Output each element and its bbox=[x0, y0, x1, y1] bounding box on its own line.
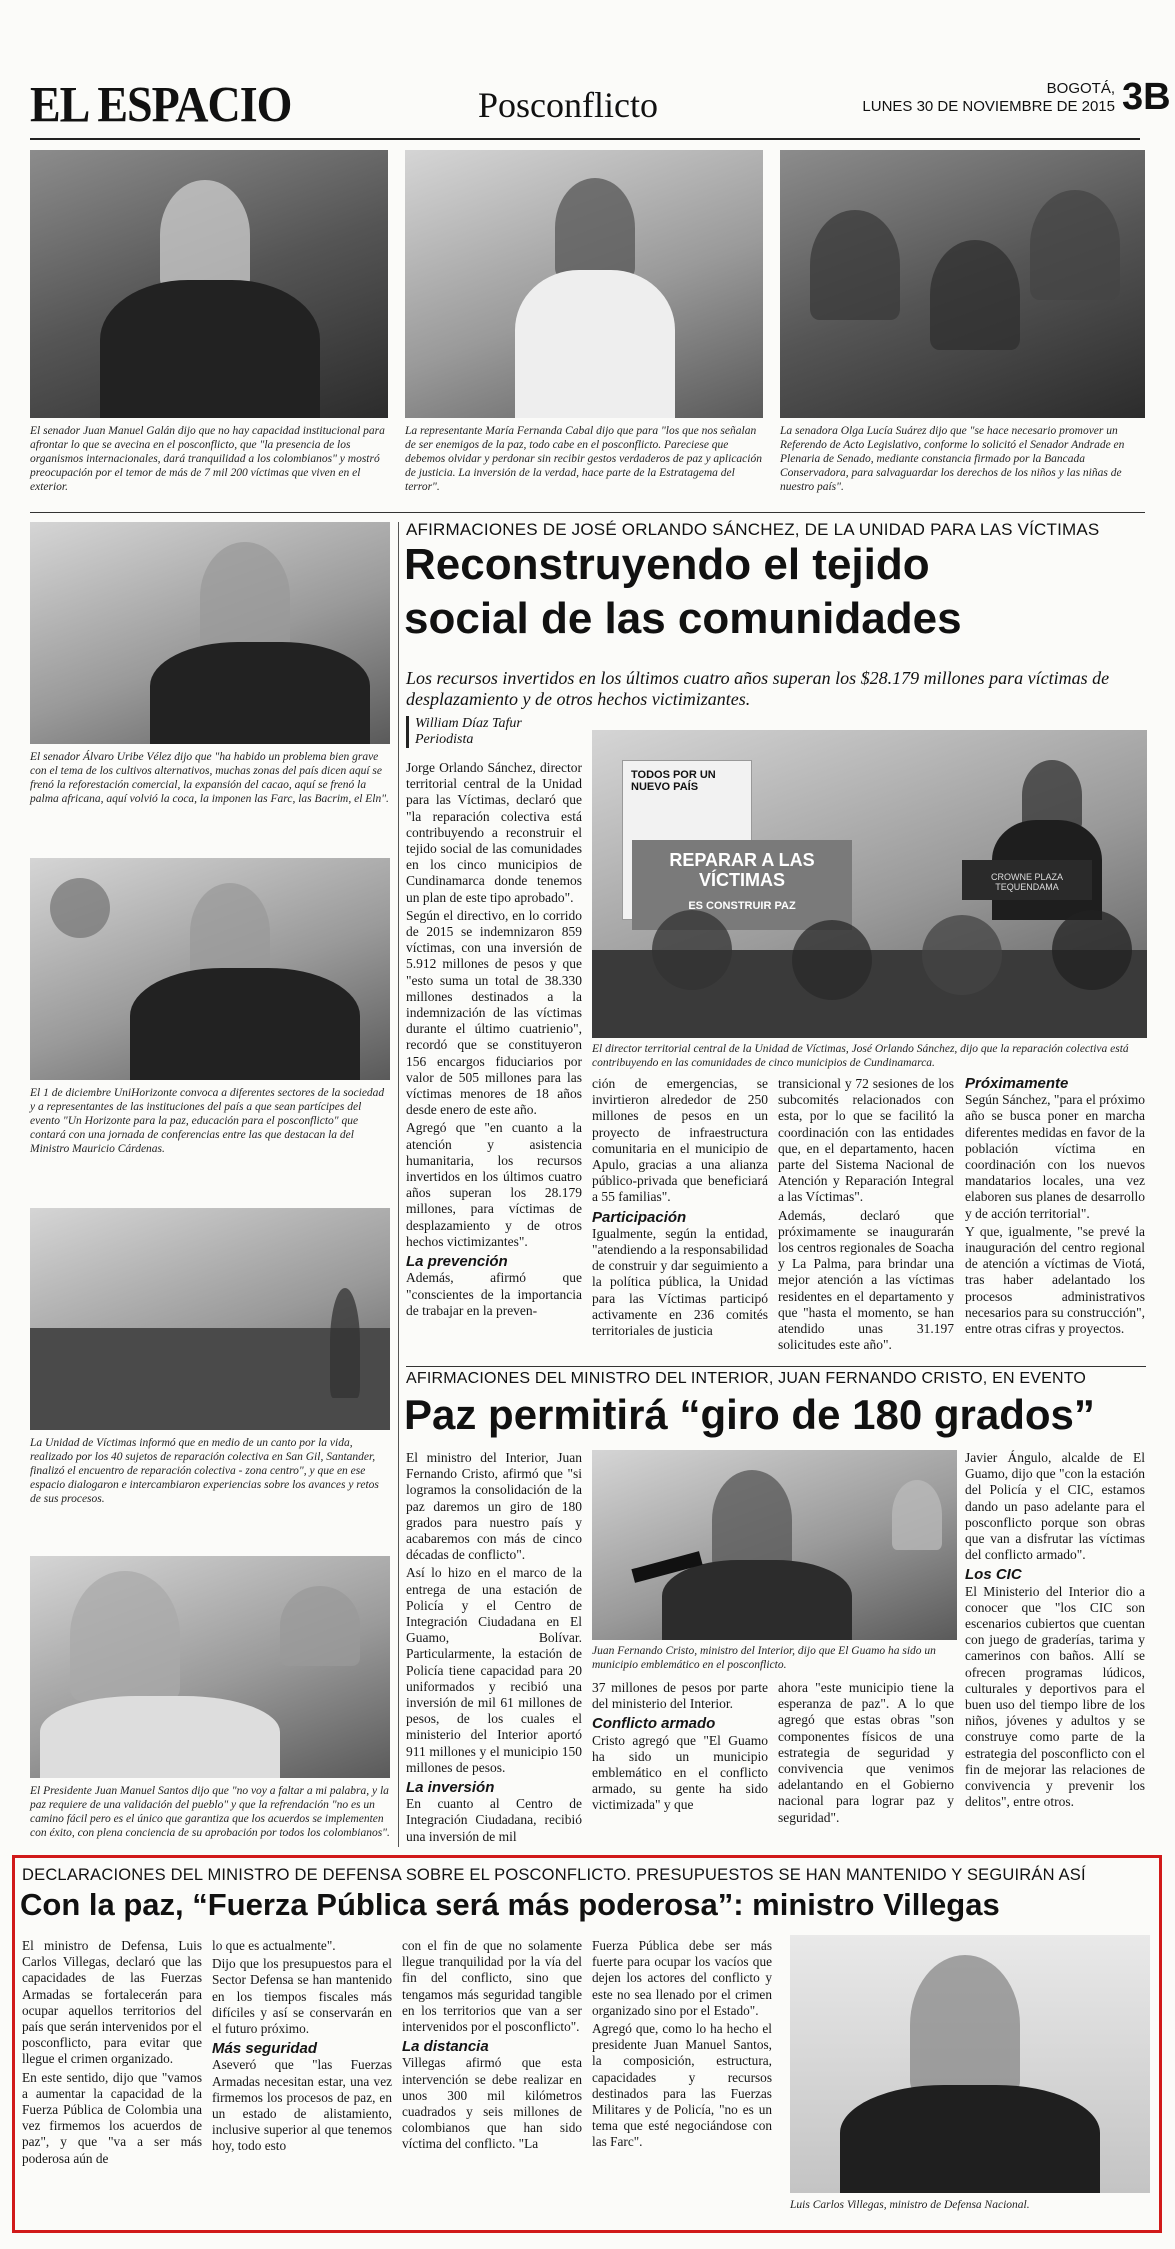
subhead-proximamente: Próximamente bbox=[965, 1075, 1069, 1092]
photo-sanchez-event bbox=[592, 730, 1147, 1038]
paragraph: ahora "este municipio tiene la esperanza de paz". A lo que agregó que estas obras "son componentes físicos de una estrategia de seguridad y convivencia que venimos adelantando en el Gobierno nacional para lograr paz y seguridad". bbox=[778, 1680, 954, 1825]
article2-col4 bbox=[965, 1450, 1145, 1812]
subhead-conflicto: Conflicto armado bbox=[592, 1715, 716, 1733]
subhead-distancia: La distancia bbox=[402, 2038, 489, 2056]
article3-kicker: DECLARACIONES DEL MINISTRO DE DEFENSA SOBRE EL POSCONFLICTO. PRESUPUESTOS SE HAN MANTENIDO Y SEGUIRÁN ASÍ bbox=[22, 1866, 1086, 1884]
paragraph: Agregó que "en cuanto a la atención y asistencia humanitaria, los recursos invertidos en los últimos cuatro años superan los 28.179 millones, para víctimas de desplazamiento y de otros hechos victimizantes". bbox=[406, 1120, 582, 1249]
paragraph: Según el directivo, en lo corrido de 2015 se indemnizaron 859 víctimas, con una inversión de 5.912 millones de pesos y que "esto suma un total de 38.330 millones destinados a la indemnización de las víctimas durante el último cuatrienio", recordó que se constituyeron 156 encargos fiduciarios por valor de 505 millones para las víctimas menores de 18 años desde enero de este año. bbox=[406, 907, 582, 1118]
paragraph: Dijo que los presupuestos para el Sector Defensa se han mantenido en los tiempos fiscales más difíciles y así se conservarán en el futuro próximo. bbox=[212, 1956, 392, 2037]
banner-slogan: REPARAR A LAS VÍCTIMAS bbox=[669, 850, 815, 890]
article3-col4 bbox=[592, 1938, 772, 2153]
subhead-prevencion: La prevención bbox=[406, 1253, 508, 1271]
column-divider bbox=[398, 522, 399, 1847]
paragraph: 37 millones de pesos por parte del ministerio del Interior. bbox=[592, 1680, 768, 1712]
paragraph: El ministro de Defensa, Luis Carlos Villegas, declaró que las capacidades de las Fuerzas Armadas se fortalecerán para ocupar aquellos territorios del país que serán intervenidos por el posconflicto, para evitar que llegue el crimen organizado. bbox=[22, 1938, 202, 2067]
caption-suarez: La senadora Olga Lucía Suárez dijo que "se hace necesario promover un Referendo de Acto Legislativo, conforme lo solicitó el Senador Andrade en Plenaria de Senado, mediante constancia firmado por la Bancada Conservadora, para salvaguardar los derechos de los niños y las niñas de nuestro país". bbox=[780, 425, 1125, 493]
photo-children bbox=[780, 150, 1145, 418]
article1-col2 bbox=[592, 1076, 768, 1341]
caption-unihorizonte: El 1 de diciembre UniHorizonte convoca a diferentes sectores de la sociedad y a representantes de las instituciones del país a que sean partícipes del evento "Un Horizonte para la paz, educación para el posconflicto" que contará con una jornada de conferencias entre las que destacan la del Ministro Mauricio Cárdenas. bbox=[30, 1087, 385, 1155]
paragraph: Agregó que, como lo ha hecho el presidente Juan Manuel Santos, la composición, estructura, capacidades y recursos destinados para las Fuerzas Militares y de Policía, "no es un tema que esté negociándose con las Farc". bbox=[592, 2021, 772, 2150]
paragraph: Y que, igualmente, "se prevé la inauguración del centro regional de atención a víctimas de Viotá, tras haber adelantado los procesos administrativos necesarios para su construcción", entre otras cifras y proyectos. bbox=[965, 1223, 1145, 1337]
byline-name: William Díaz Tafur bbox=[415, 716, 522, 731]
paragraph: transicional y 72 sesiones de los subcomités relacionados con esta, por lo que se facilitó la coordinación con las entidades que, en el departamento, hacen parte del Sistema Nacional de Atención y Reparación Integral a las Víctimas". bbox=[778, 1076, 954, 1205]
photo-sangil bbox=[30, 1208, 390, 1430]
article2-kicker: AFIRMACIONES DEL MINISTRO DEL INTERIOR, JUAN FERNANDO CRISTO, EN EVENTO bbox=[406, 1370, 1087, 1387]
article2-col1 bbox=[406, 1450, 582, 1847]
article1-col1 bbox=[406, 760, 582, 1321]
subhead-inversion: La inversión bbox=[406, 1779, 495, 1797]
article3-col3 bbox=[402, 1938, 582, 2155]
divider bbox=[30, 512, 1145, 513]
subhead-participacion: Participación bbox=[592, 1208, 687, 1226]
photo-cristo bbox=[592, 1450, 957, 1640]
city: BOGOTÁ, bbox=[1046, 80, 1115, 97]
paragraph: Según Sánchez, "para el próximo año se busca poner en marcha diferentes medidas en favor de la población víctima en coordinación con los nuevos mandatarios locales, una vez elaboren sus planes de desarrollo y de acción territorial". bbox=[965, 1092, 1145, 1221]
paragraph: En cuanto al Centro de Integración Ciudadana, recibió una inversión de mil bbox=[406, 1796, 582, 1844]
byline-role: Periodista bbox=[415, 732, 474, 747]
article2-headline: Paz permitirá “giro de 180 grados” bbox=[404, 1391, 1095, 1438]
paragraph: Así lo hizo en el marco de la entrega de una estación de Policía y el Centro de Integración Ciudadana en El Guamo, Bolívar. Particularmente, la estación de Policía tiene capacidad para 20 uniformados y recibió una inversión de mil 61 millones de pesos, de los cuales el ministerio del Interior aportó 911 millones y el municipio 150 millones de pesos. bbox=[406, 1565, 582, 1775]
caption-sanchez: El director territorial central de la Unidad de Víctimas, José Orlando Sánchez, dijo que la reparación colectiva está contribuyendo en las comunidades de cinco municipios de Cundinamarca. bbox=[592, 1043, 1129, 1069]
paragraph: El Ministerio del Interior dio a conocer que "los CIC son escenarios cubiertos que cuentan con juego de graderías, tarima y camerinos con baños. Allí se ofrecen programas lúdicos, culturales y deportivos para el buen uso del tiempo libre de los niños, jóvenes y adultos y se construye como parte de la estrategia del posconflicto con el fin de mejorar las relaciones de convivencia y prevenir los delitos", entre otros. bbox=[965, 1583, 1145, 1810]
subhead-seguridad: Más seguridad bbox=[212, 2040, 318, 2058]
article2-col3 bbox=[778, 1680, 954, 1828]
caption-galan: El senador Juan Manuel Galán dijo que no hay capacidad institucional para afrontar lo que se avecina en el posconflicto, que "la presencia de los organismos internacionales, dará tranquilidad a los colombianos" y mostró preocupación por el temor de más de 7 mil 200 víctimas que viven en el exterior. bbox=[30, 425, 385, 493]
paragraph: Aseveró que "las Fuerzas Armadas necesitan estar, una vez firmemos los procesos de paz, en un estado de alistamiento, inclusive superior al que tenemos hoy, todo esto bbox=[212, 2057, 392, 2154]
article1-col3 bbox=[778, 1076, 954, 1355]
date-box bbox=[850, 80, 1115, 116]
banner-main bbox=[632, 840, 852, 930]
photo-cabal bbox=[405, 150, 763, 418]
paragraph: Igualmente, según la entidad, "atendiendo a la responsabilidad de construir y dar seguimiento a la política pública, la Unidad para las Víctimas participó activamente en 236 comités territoriales de justicia bbox=[592, 1225, 768, 1339]
article1-headline-line1: Reconstruyendo el tejido bbox=[404, 540, 930, 589]
paragraph: Además, afirmó que "conscientes de la importancia de trabajar en la preven- bbox=[406, 1270, 582, 1318]
photo-unihorizonte bbox=[30, 858, 390, 1080]
article1-deck: Los recursos invertidos en los últimos cuatro años superan los $28.179 millones para víctimas de desplazamiento y de otros hechos victimizantes. bbox=[406, 668, 1110, 709]
article1-headline bbox=[404, 538, 1149, 646]
paragraph: con el fin de que no solamente llegue tranquilidad por la vía del fin del conflicto, sino que tengamos más seguridad tangible en los territorios que van a ser intervenidos por el posconflicto". bbox=[402, 1938, 582, 2035]
paragraph: Javier Ángulo, alcalde de El Guamo, dijo que "con la estación del Policía y el CIC, estamos dando un paso adelante para el posconflicto porque son obras que van a disfrutar las víctimas del conflicto armado". bbox=[965, 1450, 1145, 1563]
section-title: Posconflicto bbox=[478, 85, 658, 125]
banner-top-text: TODOS POR UN NUEVO PAÍS bbox=[631, 769, 716, 793]
caption-villegas: Luis Carlos Villegas, ministro de Defensa Nacional. bbox=[790, 2199, 1030, 2211]
divider bbox=[406, 1366, 1146, 1367]
issue-date: LUNES 30 DE NOVIEMBRE DE 2015 bbox=[862, 98, 1115, 115]
paragraph: Cristo agregó que "El Guamo ha sido un municipio emblemático en el conflicto armado, su gente ha sido victimizada" y que bbox=[592, 1732, 768, 1813]
caption-sangil: La Unidad de Víctimas informó que en medio de un canto por la vida, realizado por los 40 sujetos de reparación colectiva en San Gil, Santander, finalizó el encuentro de reparación colectiva - zona centro", y que en ese espacio dialogaron e intercambiaron experiencias sobre los avances y retos de sus procesos. bbox=[30, 1437, 379, 1505]
paragraph: lo que es actualmente". bbox=[212, 1938, 336, 1953]
photo-villegas bbox=[790, 1935, 1150, 2193]
caption-cristo: Juan Fernando Cristo, ministro del Interior, dijo que El Guamo ha sido un municipio emblemático en el posconflicto. bbox=[592, 1645, 936, 1671]
paragraph: Villegas afirmó que esta intervención se debe realizar en unos 300 mil kilómetros cuadrados y seis millones de colombianos que han sido víctima del conflicto. "La bbox=[402, 2055, 582, 2152]
article3-col2 bbox=[212, 1938, 392, 2157]
newspaper-logo: EL ESPACIO bbox=[30, 76, 292, 133]
article3-headline: Con la paz, “Fuerza Pública será más poderosa”: ministro Villegas bbox=[20, 1887, 1000, 1922]
photo-santos bbox=[30, 1556, 390, 1778]
article2-col2 bbox=[592, 1680, 768, 1816]
photo-uribe bbox=[30, 522, 390, 744]
page-number: 3B bbox=[1122, 76, 1171, 118]
banner-subslogan: ES CONSTRUIR PAZ bbox=[688, 900, 796, 912]
caption-uribe: El senador Álvaro Uribe Vélez dijo que "ha habido un problema bien grave con el tema de los cultivos alternativos, muchas zonas del país dicen aquí se frenó la reforestación comercial, la expansión del cacao, aquí se frenó la palma africana, aquí volvió la coca, la imponen las Farc, las Bacrim, el Eln". bbox=[30, 751, 389, 805]
article3-col1 bbox=[22, 1938, 202, 2169]
article1-kicker: AFIRMACIONES DE JOSÉ ORLANDO SÁNCHEZ, DE LA UNIDAD PARA LAS VÍCTIMAS bbox=[406, 520, 1100, 539]
podium-sign: CROWNE PLAZA TEQUENDAMA bbox=[962, 860, 1092, 900]
paragraph: Además, declaró que próximamente se inaugurarán los centros regionales de Soacha y La Palma, para brindar una mejor atención a las víctimas residentes en el departamento y que "hasta el momento, se han atendido unas 31.197 solicitudes este año". bbox=[778, 1207, 954, 1353]
paragraph: ción de emergencias, se invirtieron alrededor de 250 millones de pesos en un proyecto de infraestructura comunitaria en el municipio de Apulo, gracias a una alianza público-privada que beneficiará a 55 familias". bbox=[592, 1076, 768, 1205]
article1-headline-line2: social de las comunidades bbox=[404, 594, 962, 643]
paragraph: En este sentido, dijo que "vamos a aumentar la capacidad de la Fuerza Pública de Colombia una vez firmemos los acuerdos de paz", y que "va a ser más poderosa aún de bbox=[22, 2069, 202, 2166]
caption-cabal: La representante María Fernanda Cabal dijo que para "los que nos señalan de ser enemigos de la paz, todo cabe en el posconflicto. Pareciese que debemos olvidar y perdonar sin recibir gestos verdaderos de paz y aplicación de justicia. La inversión de la verdad, hace parte de la Estratagema del terror". bbox=[405, 425, 762, 493]
paragraph: El ministro del Interior, Juan Fernando Cristo, afirmó que "si logramos la consolidación de la paz daremos un giro de 180 grados para nuestro país y acabaremos con más de cinco décadas de conflicto". bbox=[406, 1450, 582, 1563]
masthead bbox=[30, 70, 1171, 140]
article1-byline bbox=[406, 716, 606, 748]
paragraph: Jorge Orlando Sánchez, director territorial central de la Unidad para las Víctimas, declaró que "la reparación colectiva está contribuyendo a reconstruir el tejido social de las comunidades en los cinco municipios de Cundinamarca donde tenemos un plan de este tipo aprobado". bbox=[406, 760, 582, 905]
subhead-cic: Los CIC bbox=[965, 1566, 1022, 1584]
article1-col4 bbox=[965, 1076, 1145, 1339]
paragraph: Fuerza Pública debe ser más fuerte para ocupar los vacíos que dejen los actores del conflicto y este no sea llenado por el crimen organizado sino por el Estado". bbox=[592, 1938, 772, 2018]
photo-galan bbox=[30, 150, 388, 418]
caption-santos: El Presidente Juan Manuel Santos dijo que "no voy a faltar a mi palabra, y la paz requiere de una validación del pueblo" y que la refrendación "no es un camino fácil pero es el único que garantiza que los acuerdos se implementen con éxito, con plena conciencia de su aprobación por todos los colombianos". bbox=[30, 1785, 390, 1839]
